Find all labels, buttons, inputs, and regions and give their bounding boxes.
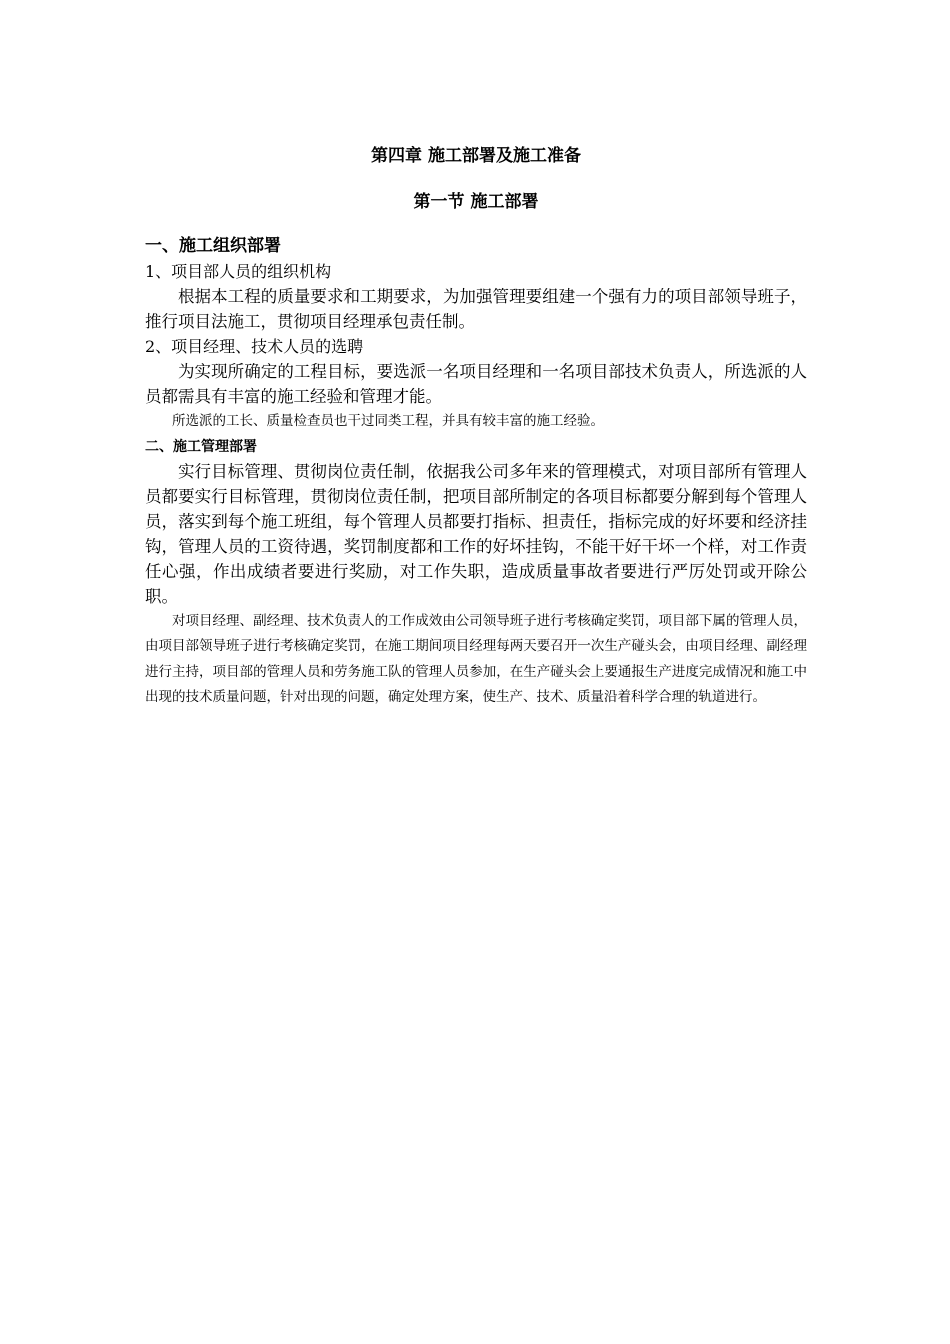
item1-heading: 1、项目部人员的组织机构 xyxy=(145,262,332,281)
part1-heading: 一、施工组织部署 xyxy=(145,236,281,256)
item2-heading: 2、项目经理、技术人员的选聘 xyxy=(145,337,364,356)
part2-paragraph-2: 对项目经理、副经理、技术负责人的工作成效由公司领导班子进行考核确定奖罚，项目部下属的管理人员，由项目部领导班子进行考核确定奖罚，在施工期间项目经理每两天要召开一次生产碰头会，由项目经理、副经理进行主持，项目部的管理人员和劳务施工队的管理人员参加，在生产碰头会上要通报生产进度完成情况和施工中出现的技术质量问题，针对出现的问题，确定处理方案，使生产、技术、质量沿着科学合理的轨道进行。 xyxy=(145,612,807,705)
item1-paragraph: 根据本工程的质量要求和工期要求，为加强管理要组建一个强有力的项目部领导班子，推行项目法施工，贯彻项目经理承包责任制。 xyxy=(145,287,807,331)
document-page xyxy=(145,0,807,1344)
chapter-title: 第四章 施工部署及施工准备 xyxy=(371,146,581,166)
item2-paragraph: 为实现所确定的工程目标，要选派一名项目经理和一名项目部技术负责人，所选派的人员都需具有丰富的施工经验和管理才能。 xyxy=(145,362,807,406)
item2-note: 所选派的工长、质量检查员也干过同类工程，并具有较丰富的施工经验。 xyxy=(172,413,604,429)
part2-heading: 二、施工管理部署 xyxy=(145,438,257,455)
document-body xyxy=(145,234,807,711)
section-title: 第一节 施工部署 xyxy=(413,192,539,212)
part2-paragraph-1: 实行目标管理、贯彻岗位责任制，依据我公司多年来的管理模式，对项目部所有管理人员都要实行目标管理，贯彻岗位责任制，把项目部所制定的各项目标都要分解到每个管理人员，落实到每个施工班组，每个管理人员都要打指标、担责任，指标完成的好坏要和经济挂钩，管理人员的工资待遇，奖罚制度都和工作的好坏挂钩，不能干好干坏一个样，对工作责任心强，作出成绩者要进行奖励，对工作失职，造成质量事故者要进行严厉处罚或开除公职。 xyxy=(145,461,807,606)
